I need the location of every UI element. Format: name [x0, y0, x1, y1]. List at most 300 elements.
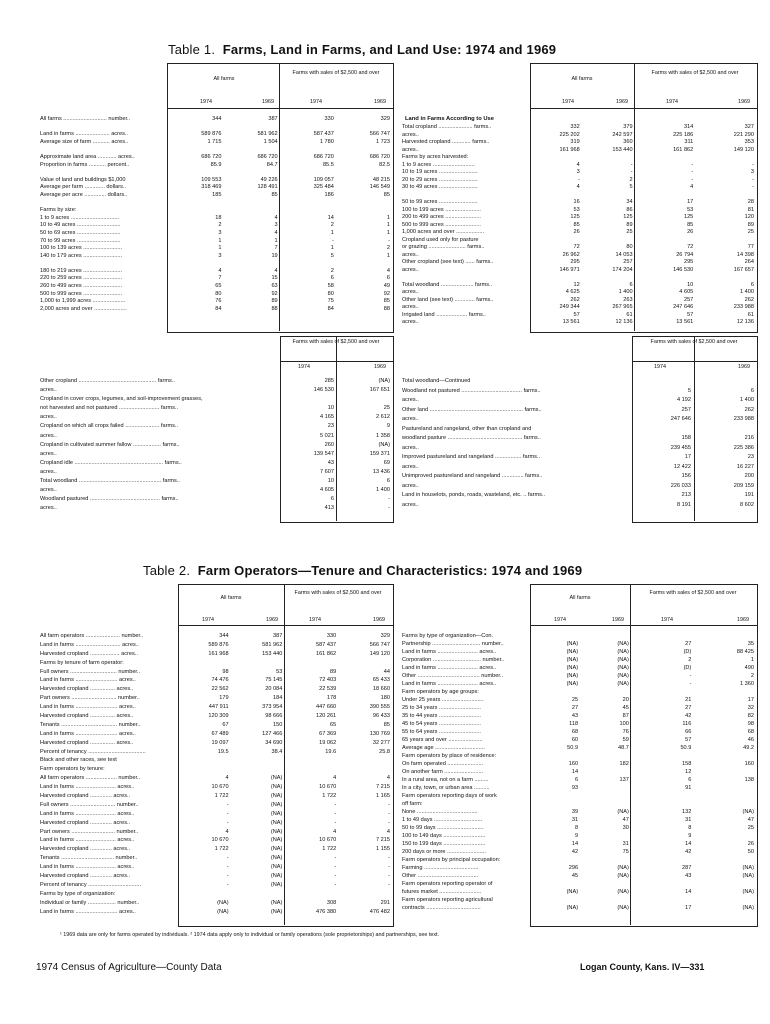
- cell-value: -: [388, 881, 390, 888]
- table-row: [38, 731, 392, 740]
- cell-value: [336, 124, 392, 132]
- cell-value: 589 876: [201, 131, 222, 138]
- year: 1974: [666, 99, 678, 105]
- table-row: [38, 757, 392, 766]
- table1-left-years-a: [170, 99, 278, 105]
- row-label: 100 to 149 days ...........................: [402, 833, 486, 839]
- cell-value: [529, 801, 580, 809]
- cell-value: 4 625: [565, 289, 580, 295]
- table2-left-header-rule: [178, 625, 393, 626]
- row-label: Part owners ............................. number..: [40, 695, 140, 702]
- cell-value: 1 400: [376, 487, 390, 494]
- cell-value: 6: [574, 777, 579, 783]
- row-label: Black and other races, see text: [40, 757, 117, 764]
- cell-value: 1 165: [376, 793, 390, 800]
- table-row: [38, 283, 392, 291]
- table-row: [38, 909, 392, 918]
- cell-value: 86: [626, 206, 633, 213]
- cell-value: 49.2: [743, 745, 754, 751]
- table-row: [400, 139, 756, 147]
- cell-value: 285: [324, 378, 334, 384]
- table-row: [400, 689, 756, 697]
- cell-value: 32: [747, 705, 754, 711]
- cell-value: [693, 633, 756, 641]
- cell-value: [529, 274, 582, 282]
- cell-value: 19 097: [211, 739, 229, 746]
- row-label: Farm operators reporting operator of: [402, 881, 493, 887]
- table1-lower-left-years: [282, 364, 390, 370]
- cell-value: [529, 154, 582, 162]
- cell-value: -: [388, 855, 390, 862]
- cell-value: 85.5: [322, 161, 334, 168]
- cell-value: 47: [622, 817, 629, 823]
- cell-value: [695, 154, 756, 162]
- cell-value: 1 722: [322, 846, 337, 853]
- cell-value: (NA): [742, 809, 754, 815]
- row-label: acres..: [40, 450, 57, 457]
- row-label: Land in farms .......................... acres..: [402, 649, 497, 655]
- row-label: Individual or family .................. number..: [40, 899, 140, 906]
- table-row: [400, 753, 756, 761]
- cell-value: 50: [747, 849, 754, 855]
- cell-value: 91: [685, 785, 692, 791]
- cell-value: [631, 689, 693, 697]
- cell-value: 125: [623, 214, 633, 220]
- cell-value: [631, 633, 693, 641]
- cell-value: 233 988: [733, 304, 754, 310]
- row-label: 70 to 99 acres ............................: [40, 237, 121, 244]
- cell-value: 2: [218, 222, 222, 229]
- row-label: Land in farms ............................. acres..: [40, 641, 139, 648]
- cell-value: [580, 833, 631, 841]
- cell-value: [582, 237, 635, 245]
- cell-value: [224, 200, 280, 208]
- cell-value: -: [388, 237, 390, 244]
- cell-value: 10 670: [319, 837, 337, 844]
- cell-value: 4: [274, 267, 278, 274]
- cell-value: 137: [619, 777, 629, 783]
- cell-value: 447 660: [315, 704, 337, 711]
- cell-value: 330: [324, 116, 334, 122]
- cell-value: 6: [750, 387, 754, 394]
- cell-value: 125: [570, 214, 580, 220]
- row-label: Other land (see text) ............. farms..: [402, 296, 494, 303]
- cell-value: [580, 801, 631, 809]
- cell-value: (D): [683, 665, 692, 671]
- cell-value: 57: [685, 737, 692, 743]
- cell-value: 4: [333, 828, 337, 835]
- row-label: futures market ...........................: [402, 889, 482, 895]
- cell-value: 10 670: [211, 784, 229, 791]
- table-row: [400, 849, 756, 857]
- table1-lower-left-body: [38, 378, 392, 514]
- table-row: [38, 154, 392, 162]
- table-row: [38, 146, 392, 154]
- table1-right-years-a: [532, 99, 632, 105]
- cell-value: 76: [622, 729, 629, 735]
- cell-value: [336, 146, 392, 154]
- row-label: Land in houselots, ponds, roads, wasteland, etc. .. farms..: [402, 492, 546, 498]
- cell-value: 44: [383, 668, 390, 675]
- cell-value: 14 398: [736, 251, 754, 258]
- cell-value: 4: [690, 184, 694, 190]
- cell-value: (NA): [270, 864, 283, 871]
- cell-value: 84: [327, 305, 334, 312]
- cell-value: 174 204: [612, 266, 633, 273]
- cell-value: 120: [744, 214, 754, 220]
- cell-value: 75: [622, 849, 629, 855]
- cell-value: 4 165: [320, 414, 334, 421]
- cell-value: 262: [744, 406, 754, 413]
- cell-value: 314: [683, 124, 694, 130]
- table-row: [400, 162, 756, 170]
- year: 1974: [200, 99, 212, 105]
- table-row: [38, 414, 392, 423]
- row-label: 150 to 199 days ...........................: [402, 841, 486, 847]
- table-row: [400, 464, 756, 474]
- row-label: 2,000 acres and over .....................: [40, 305, 127, 312]
- cell-value: 239 455: [670, 444, 691, 451]
- cell-value: 4: [333, 775, 337, 782]
- cell-value: 89: [271, 298, 278, 305]
- table-row: [38, 686, 392, 695]
- cell-value: 295: [570, 259, 580, 265]
- cell-value: 27: [685, 641, 692, 647]
- row-label: Corporation ............................... number..: [402, 657, 505, 663]
- cell-value: [529, 897, 580, 905]
- cell-value: -: [226, 810, 229, 817]
- cell-value: 7: [274, 245, 278, 252]
- cell-value: 9: [574, 833, 579, 839]
- row-label: Land in farms .......................... acres..: [40, 810, 135, 817]
- cell-value: (NA): [270, 810, 283, 817]
- cell-value: 18 660: [372, 686, 390, 693]
- cell-value: [231, 660, 285, 669]
- table1-right-header-rule: [530, 108, 757, 109]
- row-label: Pastureland and rangeland, other than cropland and: [402, 425, 532, 432]
- year: 1969: [374, 364, 386, 370]
- cell-value: 179: [219, 695, 229, 702]
- row-label: Average per acre .............. dollars..: [40, 191, 128, 198]
- cell-value: 160: [568, 761, 579, 767]
- table-row: [38, 669, 392, 678]
- cell-value: [167, 124, 223, 132]
- table-row: [38, 784, 392, 793]
- cell-value: 153 440: [612, 146, 633, 153]
- cell-value: 1 722: [322, 793, 337, 800]
- cell-value: 92: [383, 290, 390, 297]
- row-label: Farm operators by tenure:: [40, 766, 105, 773]
- row-label: Approximate land area ............ acres..: [40, 153, 135, 160]
- cell-value: 264: [744, 259, 754, 265]
- row-label: 45 to 54 years ...........................: [402, 721, 481, 727]
- cell-value: 379: [623, 124, 633, 130]
- year: 1969: [738, 364, 750, 370]
- cell-value: 4: [386, 828, 390, 835]
- cell-value: -: [334, 864, 337, 871]
- table-row: [38, 192, 392, 200]
- cell-value: 23: [327, 423, 334, 430]
- table1-lower-left-col-sales: Farms with sales of $2,500 and over: [292, 339, 380, 345]
- table1-right-body: [400, 124, 756, 327]
- cell-value: 17: [687, 199, 694, 205]
- cell-value: 27: [685, 705, 692, 711]
- cell-value: 68: [571, 729, 579, 735]
- cell-value: 447 911: [208, 704, 229, 711]
- cell-value: -: [577, 176, 580, 183]
- table-row: [38, 238, 392, 246]
- table1-left-years-b: [282, 99, 390, 105]
- table-row: [400, 445, 756, 455]
- row-label: Farms by size:: [40, 207, 77, 214]
- cell-value: 4 605: [679, 289, 694, 295]
- row-label: Cropland idle ......................................................... farms..: [40, 459, 182, 466]
- cell-value: 8 602: [740, 501, 754, 508]
- cell-value: 26: [573, 229, 580, 235]
- table-row: [38, 378, 392, 387]
- cell-value: 65 433: [372, 677, 390, 684]
- table-row: [38, 442, 392, 451]
- cell-value: 566 747: [369, 641, 390, 648]
- table-row: [38, 245, 392, 253]
- table2-right-body: [400, 633, 756, 913]
- cell-value: [635, 237, 696, 245]
- cell-value: -: [630, 161, 633, 168]
- row-label: Partnership ............................... number..: [402, 641, 504, 647]
- row-label: Woodland pastured ............................................. farms..: [40, 496, 179, 503]
- row-label: Harvested cropland ................ acres..: [40, 739, 134, 746]
- row-label: Proportion in farms ........... percent..: [40, 161, 130, 168]
- year: 1974: [298, 364, 310, 370]
- cell-value: 89: [626, 221, 633, 228]
- cell-value: 42: [685, 713, 692, 719]
- cell-value: -: [334, 819, 337, 826]
- cell-value: 46: [747, 737, 754, 743]
- cell-value: 26 962: [562, 251, 580, 258]
- cell-value: 1 400: [740, 289, 754, 295]
- table-row: [38, 451, 392, 460]
- row-label: Improved pastureland and rangeland ................. farms..: [402, 454, 541, 460]
- cell-value: [280, 169, 336, 177]
- cell-value: [580, 785, 631, 793]
- cell-value: [336, 207, 392, 215]
- table1-left-col-sales: Farms with sales of $2,500 and over: [292, 70, 380, 76]
- year: 1974: [309, 617, 321, 623]
- table-row: [38, 260, 392, 268]
- cell-value: 1 360: [740, 681, 754, 687]
- cell-value: -: [388, 810, 390, 817]
- table-row: [38, 882, 392, 891]
- cell-value: 587 437: [313, 131, 334, 138]
- cell-value: [695, 274, 756, 282]
- cell-value: [529, 689, 580, 697]
- cell-value: 581 962: [257, 131, 278, 138]
- cell-value: 128 491: [257, 184, 278, 191]
- cell-value: [338, 766, 392, 775]
- row-label: not harvested and not pastured .......................... farms..: [40, 405, 179, 412]
- cell-value: [580, 753, 631, 761]
- cell-value: (NA): [270, 899, 283, 906]
- row-label: 10 to 19 acres .........................: [402, 169, 478, 175]
- row-label: None .......................................: [402, 809, 478, 815]
- cell-value: 686 720: [313, 153, 334, 160]
- cell-value: 14: [685, 889, 692, 895]
- row-label: 100 to 139 acres .........................: [40, 245, 123, 252]
- table-row: [400, 673, 756, 681]
- row-label: Harvested cropland ................ acres..: [40, 686, 134, 693]
- cell-value: 12 136: [736, 319, 754, 325]
- cell-value: 26: [687, 229, 694, 235]
- cell-value: [695, 192, 756, 200]
- table-row: [400, 905, 756, 913]
- cell-value: 242 597: [612, 131, 633, 138]
- cell-value: [695, 237, 756, 245]
- cell-value: 66: [685, 729, 692, 735]
- cell-value: (NA): [566, 665, 579, 671]
- cell-value: 8: [688, 825, 692, 831]
- cell-value: [284, 757, 338, 766]
- table-row: [400, 388, 756, 398]
- table-row: [38, 651, 392, 660]
- table-row: [400, 785, 756, 793]
- cell-value: [338, 660, 392, 669]
- cell-value: 182: [619, 761, 629, 767]
- table2-left-body: [38, 633, 392, 918]
- table-row: [38, 396, 392, 405]
- cell-value: 68: [747, 729, 754, 735]
- table-row: [38, 713, 392, 722]
- table-row: [38, 837, 392, 846]
- cell-value: (NA): [270, 828, 283, 835]
- row-label: 140 to 179 acres .........................: [40, 252, 123, 259]
- row-label: Average age ................................: [402, 745, 485, 751]
- cell-value: 30: [622, 825, 629, 831]
- row-label: Land in farms .......................... acres..: [40, 837, 135, 844]
- cell-value: 57: [573, 311, 580, 318]
- cell-value: 1 780: [319, 138, 334, 145]
- cell-value: 413: [324, 505, 334, 512]
- table-row: [38, 124, 392, 132]
- cell-value: 191: [744, 492, 754, 498]
- table-row: [38, 775, 392, 784]
- cell-value: -: [388, 801, 390, 808]
- cell-value: 14: [327, 214, 334, 221]
- row-label: 100 to 199 acres .......................: [402, 206, 481, 213]
- cell-value: 2: [688, 657, 692, 663]
- cell-value: 20 084: [265, 686, 283, 693]
- table-row: [38, 387, 392, 396]
- cell-value: 161 968: [559, 146, 580, 153]
- cell-value: 49: [383, 283, 390, 290]
- cell-value: 31: [622, 841, 629, 847]
- table1-lower-right-rule: [632, 361, 757, 362]
- cell-value: 84: [215, 305, 222, 312]
- table-row: [38, 298, 392, 306]
- cell-value: (NA): [617, 657, 629, 663]
- table-row: [38, 433, 392, 442]
- cell-value: 200: [744, 473, 754, 479]
- cell-value: 4: [218, 267, 222, 274]
- table-row: [400, 633, 756, 641]
- cell-value: 490: [744, 665, 754, 671]
- table1-lower-left-rule: [280, 361, 393, 362]
- cell-value: -: [226, 855, 229, 862]
- cell-value: 88: [383, 305, 390, 312]
- cell-value: 20: [622, 697, 629, 703]
- cell-value: 262: [570, 296, 580, 303]
- cell-value: [167, 169, 223, 177]
- cell-value: 373 954: [262, 704, 283, 711]
- year: 1969: [374, 99, 386, 105]
- year: 1969: [616, 99, 628, 105]
- table-row: [38, 200, 392, 208]
- row-label: acres..: [40, 414, 57, 421]
- table-row: [400, 312, 756, 320]
- cell-value: 325 484: [313, 184, 334, 191]
- cell-value: [693, 753, 756, 761]
- row-label: Land in farms .......................... acres..: [402, 665, 497, 671]
- cell-value: 146 971: [559, 266, 580, 273]
- row-label: Part owners ............................ number..: [40, 828, 139, 835]
- cell-value: -: [226, 881, 229, 888]
- row-label: Other ........................................ number..: [402, 673, 504, 679]
- cell-value: 43: [685, 873, 692, 879]
- cell-value: -: [226, 819, 229, 826]
- cell-value: [582, 192, 635, 200]
- cell-value: 221 290: [733, 131, 754, 138]
- cell-value: -: [691, 161, 694, 168]
- table1-right-col-all: All farms: [571, 76, 593, 82]
- cell-value: 213: [681, 492, 691, 498]
- cell-value: 98 666: [265, 713, 283, 720]
- row-label: [38, 200, 167, 208]
- cell-value: (NA): [566, 673, 579, 679]
- cell-value: 1 358: [376, 432, 390, 439]
- cell-value: [177, 660, 231, 669]
- cell-value: [529, 237, 582, 245]
- cell-value: 209 159: [733, 482, 754, 489]
- row-label: Farm operators reporting agricultural: [402, 897, 493, 903]
- cell-value: (NA): [742, 873, 754, 879]
- cell-value: 80: [215, 290, 222, 297]
- table-row: [400, 454, 756, 464]
- cell-value: 72 403: [319, 677, 337, 684]
- cell-value: (NA): [270, 908, 283, 915]
- cell-value: 57: [687, 311, 694, 318]
- row-label: On another farm .........................: [402, 769, 484, 775]
- cell-value: (NA): [617, 665, 629, 671]
- cell-value: 146 549: [369, 184, 390, 191]
- table-row: [38, 215, 392, 223]
- cell-value: 587 437: [315, 641, 337, 648]
- row-label: 260 to 499 acres .........................: [40, 283, 123, 290]
- cell-value: [631, 857, 693, 865]
- table-row: [38, 253, 392, 261]
- table-row: [400, 222, 756, 230]
- row-label: Irrigated land .................... farms..: [402, 311, 486, 318]
- cell-value: 6: [386, 478, 390, 485]
- cell-value: 1 715: [207, 138, 222, 145]
- cell-value: 63: [271, 283, 278, 290]
- table-row: [400, 132, 756, 140]
- cell-value: 14: [685, 841, 692, 847]
- table-row: [400, 897, 756, 905]
- row-label: Average size of farm ........... acres..: [40, 138, 129, 145]
- cell-value: 1: [386, 252, 390, 259]
- table-row: [38, 469, 392, 478]
- cell-value: 75 145: [265, 677, 283, 684]
- row-label: Farms by type of organization:: [40, 890, 116, 897]
